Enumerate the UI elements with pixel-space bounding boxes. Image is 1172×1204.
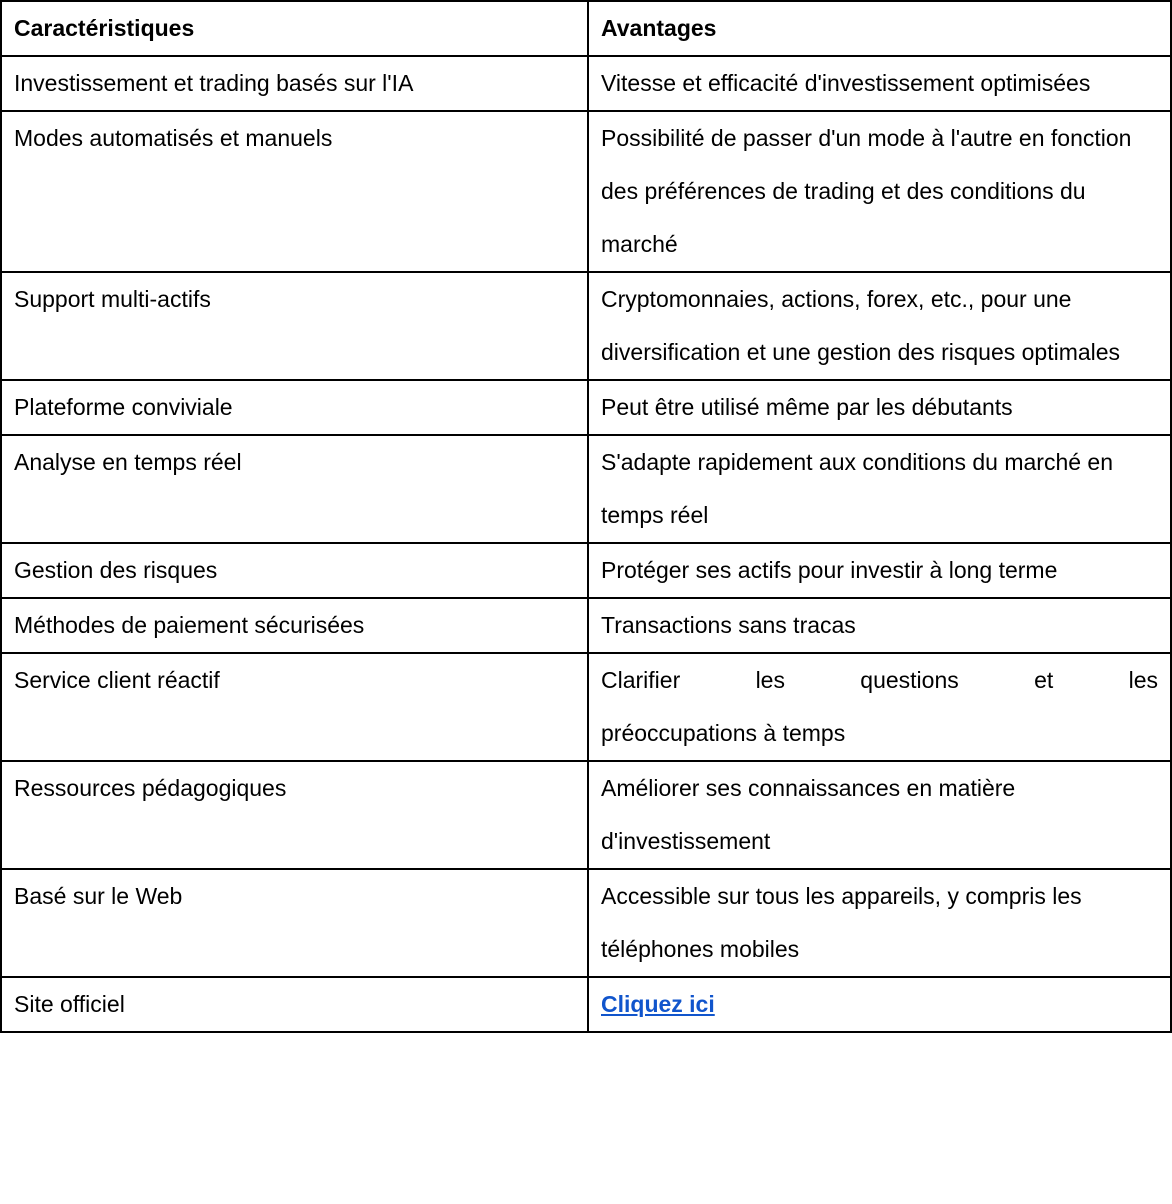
table-row	[1, 543, 1171, 598]
advantage-cell: Accessible sur tous les appareils, y compris les téléphones mobiles	[588, 869, 1171, 977]
table-row	[1, 761, 1171, 869]
official-site-link[interactable]: Cliquez ici	[601, 991, 715, 1017]
feature-cell: Méthodes de paiement sécurisées	[1, 598, 588, 653]
advantage-cell	[588, 977, 1171, 1032]
table-row	[1, 111, 1171, 272]
header-row	[1, 1, 1171, 56]
table-row	[1, 653, 1171, 761]
advantage-cell: S'adapte rapidement aux conditions du marché en temps réel	[588, 435, 1171, 543]
feature-cell: Plateforme conviviale	[1, 380, 588, 435]
feature-cell: Service client réactif	[1, 653, 588, 761]
feature-cell: Basé sur le Web	[1, 869, 588, 977]
feature-cell: Ressources pédagogiques	[1, 761, 588, 869]
advantage-line: préoccupations à temps	[601, 720, 846, 746]
feature-cell: Investissement et trading basés sur l'IA	[1, 56, 588, 111]
table-row	[1, 56, 1171, 111]
table-row	[1, 272, 1171, 380]
advantage-line-letterspaced: Clarifier les questions et les	[601, 667, 1158, 693]
feature-cell: Modes automatisés et manuels	[1, 111, 588, 272]
feature-cell: Site officiel	[1, 977, 588, 1032]
table-row	[1, 380, 1171, 435]
advantage-cell: Améliorer ses connaissances en matière d'investissement	[588, 761, 1171, 869]
table-row	[1, 598, 1171, 653]
column-header-caracteristiques: Caractéristiques	[1, 1, 588, 56]
table-row	[1, 869, 1171, 977]
feature-cell: Gestion des risques	[1, 543, 588, 598]
advantage-cell: Possibilité de passer d'un mode à l'autre en fonction des préférences de trading et des conditions du marché	[588, 111, 1171, 272]
feature-cell: Support multi-actifs	[1, 272, 588, 380]
column-header-avantages: Avantages	[588, 1, 1171, 56]
advantage-cell: Transactions sans tracas	[588, 598, 1171, 653]
advantage-cell	[588, 653, 1171, 761]
advantage-cell: Vitesse et efficacité d'investissement optimisées	[588, 56, 1171, 111]
advantage-cell: Protéger ses actifs pour investir à long terme	[588, 543, 1171, 598]
feature-cell: Analyse en temps réel	[1, 435, 588, 543]
table-row	[1, 435, 1171, 543]
advantage-cell: Peut être utilisé même par les débutants	[588, 380, 1171, 435]
advantage-cell: Cryptomonnaies, actions, forex, etc., pour une diversification et une gestion des risques optimales	[588, 272, 1171, 380]
table-row	[1, 977, 1171, 1032]
